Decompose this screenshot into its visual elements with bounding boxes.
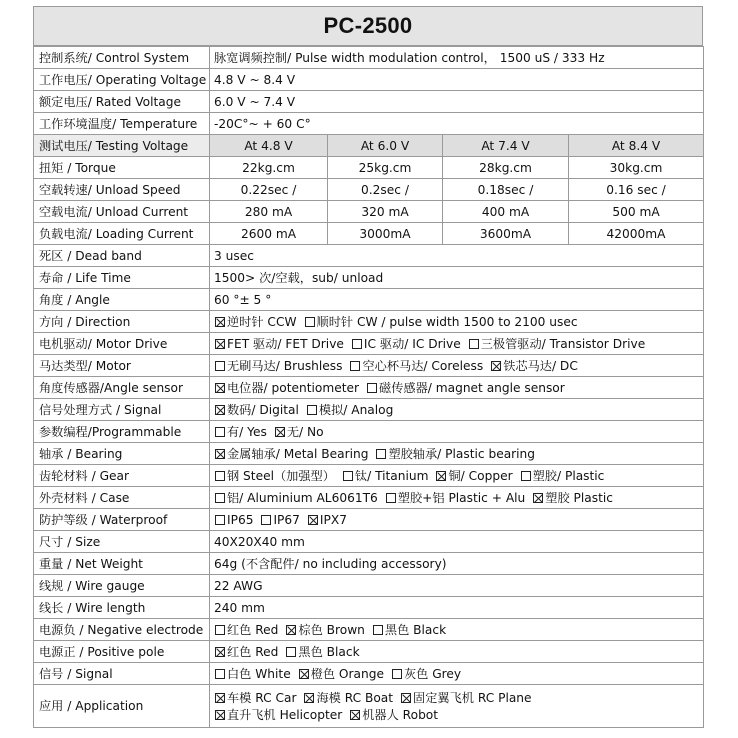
row-value: 6.0 V ~ 7.4 V [210, 91, 704, 113]
row-bearing [34, 443, 704, 465]
row-label: 负载电流/ Loading Current [34, 223, 210, 245]
row-label: 外壳材料 / Case [34, 487, 210, 509]
checked-box-icon[interactable] [215, 647, 225, 657]
row-value: 22 AWG [210, 575, 704, 597]
row-label: 信号处理方式 / Signal [34, 399, 210, 421]
unchecked-box-icon[interactable] [215, 427, 225, 437]
row-gear [34, 465, 704, 487]
voltage-header: At 4.8 V [210, 135, 328, 157]
option[interactable] [342, 469, 429, 483]
row-value: 40X20X40 mm [210, 531, 704, 553]
row-value: 3 usec [210, 245, 704, 267]
speed-value: 0.22sec / [210, 179, 328, 201]
checked-box-icon[interactable] [308, 515, 318, 525]
option[interactable] [214, 337, 344, 351]
option-label: 橙色 Orange [310, 666, 384, 681]
row-label: 线规 / Wire gauge [34, 575, 210, 597]
unchecked-box-icon[interactable] [261, 515, 271, 525]
row-label: 电源正 / Positive pole [34, 641, 210, 663]
unchecked-box-icon[interactable] [286, 647, 296, 657]
option-label: IP67 [273, 512, 300, 527]
checked-box-icon[interactable] [215, 317, 225, 327]
option-label: 塑胶/ Plastic [532, 468, 605, 483]
option[interactable] [400, 691, 531, 705]
option-label: 顺时针 CW / pulse width 1500 to 2100 usec [316, 314, 578, 329]
option-group [210, 487, 704, 509]
option[interactable] [304, 315, 578, 329]
option-label: 铁芯马达/ DC [503, 358, 578, 373]
page-title: PC-2500 [323, 13, 413, 38]
row-label: 寿命 / Life Time [34, 267, 210, 289]
option-line [214, 381, 572, 395]
row-label: 防护等级 / Waterproof [34, 509, 210, 531]
unchecked-box-icon[interactable] [392, 669, 402, 679]
row-label: 重量 / Net Weight [34, 553, 210, 575]
option-line [214, 708, 699, 722]
row-label: 额定电压/ Rated Voltage [34, 91, 210, 113]
option[interactable] [306, 403, 393, 417]
unchecked-box-icon[interactable] [352, 339, 362, 349]
row-application [34, 685, 704, 728]
row-label: 方向 / Direction [34, 311, 210, 333]
row-label: 马达类型/ Motor [34, 355, 210, 377]
row-temperature [34, 113, 704, 135]
checked-box-icon[interactable] [350, 710, 360, 720]
row-value: 脉宽调频控制/ Pulse width modulation control， 1500 uS / 333 Hz [210, 47, 704, 69]
row-motor-drive [34, 333, 704, 355]
row-label: 轴承 / Bearing [34, 443, 210, 465]
option-line [214, 359, 585, 373]
row-signal-processing [34, 399, 704, 421]
option-label: 直升飞机 Helicopter [227, 707, 343, 722]
option-group [210, 685, 704, 728]
current-value: 280 mA [210, 201, 328, 223]
option-line [214, 337, 652, 351]
current-value: 3600mA [443, 223, 569, 245]
option[interactable] [214, 403, 299, 417]
option-line [214, 691, 539, 705]
unchecked-box-icon[interactable] [376, 449, 386, 459]
checked-box-icon[interactable] [215, 449, 225, 459]
row-torque [34, 157, 704, 179]
option[interactable] [385, 491, 525, 505]
option-label: 塑胶 Plastic [545, 490, 613, 505]
option[interactable] [214, 645, 278, 659]
row-label: 空载电流/ Unload Current [34, 201, 210, 223]
row-positive-pole [34, 641, 704, 663]
row-case [34, 487, 704, 509]
option-group [210, 509, 704, 531]
speed-value: 0.2sec / [328, 179, 443, 201]
option[interactable] [520, 469, 605, 483]
row-label: 工作环境温度/ Temperature [34, 113, 210, 135]
voltage-header: At 7.4 V [443, 135, 569, 157]
option-line [214, 315, 585, 329]
row-label: 电机驱动/ Motor Drive [34, 333, 210, 355]
row-rated-voltage [34, 91, 704, 113]
row-waterproof [34, 509, 704, 531]
option-label: 铝/ Aluminium AL6061T6 [227, 490, 378, 505]
option[interactable] [274, 425, 324, 439]
option[interactable] [307, 513, 347, 527]
unchecked-box-icon[interactable] [305, 317, 315, 327]
row-label: 角度 / Angle [34, 289, 210, 311]
spec-sheet [33, 6, 703, 728]
row-label: 控制系统/ Control System [34, 47, 210, 69]
row-motor [34, 355, 704, 377]
option[interactable] [298, 667, 384, 681]
unchecked-box-icon[interactable] [469, 339, 479, 349]
option[interactable] [375, 447, 535, 461]
unchecked-box-icon[interactable] [215, 361, 225, 371]
option-label: 海模 RC Boat [316, 690, 394, 705]
option-label: IP65 [227, 512, 254, 527]
row-loading-current [34, 223, 704, 245]
option[interactable] [214, 381, 359, 395]
option[interactable] [349, 708, 438, 722]
speed-value: 0.16 sec / [569, 179, 704, 201]
option[interactable] [214, 469, 335, 483]
option-label: 白色 White [227, 666, 291, 681]
torque-value: 28kg.cm [443, 157, 569, 179]
voltage-header: At 8.4 V [569, 135, 704, 157]
unchecked-box-icon[interactable] [215, 471, 225, 481]
option-label: 金属轴承/ Metal Bearing [227, 446, 369, 461]
option-group [210, 377, 704, 399]
row-direction [34, 311, 704, 333]
option-label: 钢 Steel（加强型） [227, 468, 335, 483]
row-value: 1500> 次/空载，sub/ unload [210, 267, 704, 289]
option-label: 红色 Red [227, 644, 279, 659]
row-control-system [34, 47, 704, 69]
option-label: 钛/ Titanium [354, 468, 429, 483]
checked-box-icon[interactable] [215, 339, 225, 349]
option-group [210, 399, 704, 421]
row-dead-band [34, 245, 704, 267]
option-group [210, 355, 704, 377]
checked-box-icon[interactable] [215, 693, 225, 703]
row-label: 电源负 / Negative electrode [34, 619, 210, 641]
row-unload-speed [34, 179, 704, 201]
option-label: 无刷马达/ Brushless [227, 358, 343, 373]
row-label: 死区 / Dead band [34, 245, 210, 267]
row-label: 空载转速/ Unload Speed [34, 179, 210, 201]
option[interactable] [214, 513, 253, 527]
option-label: 红色 Red [227, 622, 279, 637]
torque-value: 25kg.cm [328, 157, 443, 179]
option-line [214, 403, 400, 417]
row-testing-voltage [34, 135, 704, 157]
current-value: 2600 mA [210, 223, 328, 245]
row-label: 信号 / Signal [34, 663, 210, 685]
row-label: 测试电压/ Testing Voltage [34, 135, 210, 157]
option[interactable] [214, 447, 368, 461]
option-line [214, 491, 620, 505]
checked-box-icon[interactable] [286, 625, 296, 635]
option-label: 铜/ Copper [448, 468, 513, 483]
option-label: 棕色 Brown [298, 622, 365, 637]
option-label: 机器人 Robot [362, 707, 439, 722]
row-size [34, 531, 704, 553]
option-group [210, 443, 704, 465]
option-group [210, 465, 704, 487]
row-label: 线长 / Wire length [34, 597, 210, 619]
option[interactable] [285, 623, 365, 637]
option-group [210, 663, 704, 685]
option[interactable] [214, 623, 278, 637]
voltage-header: At 6.0 V [328, 135, 443, 157]
option[interactable] [214, 315, 297, 329]
option[interactable] [490, 359, 578, 373]
option-label: 三极管驱动/ Transistor Drive [480, 336, 646, 351]
option-label: 塑胶+铝 Plastic + Alu [397, 490, 526, 505]
option-label: 空心杯马达/ Coreless [362, 358, 484, 373]
row-label: 尺寸 / Size [34, 531, 210, 553]
option-label: IC 驱动/ IC Drive [363, 336, 461, 351]
checked-box-icon[interactable] [304, 693, 314, 703]
option-label: 黑色 Black [384, 622, 447, 637]
option-label: 模拟/ Analog [318, 402, 394, 417]
option[interactable] [435, 469, 512, 483]
title-bar [33, 6, 703, 46]
option[interactable] [214, 425, 267, 439]
checked-box-icon[interactable] [299, 669, 309, 679]
row-label: 应用 / Application [34, 685, 210, 728]
unchecked-box-icon[interactable] [215, 493, 225, 503]
option[interactable] [214, 708, 342, 722]
row-programmable [34, 421, 704, 443]
option-group [210, 311, 704, 333]
checked-box-icon[interactable] [491, 361, 501, 371]
checked-box-icon[interactable] [215, 383, 225, 393]
current-value: 42000mA [569, 223, 704, 245]
option[interactable] [303, 691, 393, 705]
row-negative-electrode [34, 619, 704, 641]
option-label: 电位器/ potentiometer [227, 380, 360, 395]
option[interactable] [260, 513, 299, 527]
spec-table [33, 46, 704, 728]
option-label: 有/ Yes [227, 424, 267, 439]
option-label: FET 驱动/ FET Drive [227, 336, 344, 351]
speed-value: 0.18sec / [443, 179, 569, 201]
torque-value: 30kg.cm [569, 157, 704, 179]
current-value: 320 mA [328, 201, 443, 223]
checked-box-icon[interactable] [533, 493, 543, 503]
option-label: 车模 RC Car [227, 690, 297, 705]
option[interactable] [214, 359, 342, 373]
option[interactable] [366, 381, 565, 395]
row-wire-length [34, 597, 704, 619]
row-label: 工作电压/ Operating Voltage [34, 69, 210, 91]
option[interactable] [468, 337, 645, 351]
unchecked-box-icon[interactable] [367, 383, 377, 393]
option-line [214, 623, 453, 637]
option-group [210, 421, 704, 443]
unchecked-box-icon[interactable] [350, 361, 360, 371]
checked-box-icon[interactable] [215, 405, 225, 415]
checked-box-icon[interactable] [275, 427, 285, 437]
unchecked-box-icon[interactable] [215, 669, 225, 679]
checked-box-icon[interactable] [401, 693, 411, 703]
option-label: IPX7 [319, 512, 347, 527]
row-value: 64g (不含配件/ no including accessory) [210, 553, 704, 575]
unchecked-box-icon[interactable] [215, 515, 225, 525]
torque-value: 22kg.cm [210, 157, 328, 179]
option[interactable] [351, 337, 461, 351]
option-label: 灰色 Grey [403, 666, 462, 681]
unchecked-box-icon[interactable] [386, 493, 396, 503]
option-label: 无/ No [286, 424, 324, 439]
current-value: 500 mA [569, 201, 704, 223]
option-group [210, 641, 704, 663]
option[interactable] [391, 667, 461, 681]
option[interactable] [214, 691, 296, 705]
option-label: 磁传感器/ magnet angle sensor [379, 380, 565, 395]
row-wire-gauge [34, 575, 704, 597]
row-net-weight [34, 553, 704, 575]
current-value: 400 mA [443, 201, 569, 223]
row-label: 角度传感器/Angle sensor [34, 377, 210, 399]
row-value: 240 mm [210, 597, 704, 619]
option-label: 固定翼飞机 RC Plane [413, 690, 532, 705]
checked-box-icon[interactable] [436, 471, 446, 481]
option-label: 逆时针 CCW [227, 314, 297, 329]
row-value: 60 °± 5 ° [210, 289, 704, 311]
row-angle [34, 289, 704, 311]
option-line [214, 469, 611, 483]
row-operating-voltage [34, 69, 704, 91]
option-group [210, 333, 704, 355]
row-value: -20C°~ + 60 C° [210, 113, 704, 135]
option-label: 塑胶轴承/ Plastic bearing [388, 446, 536, 461]
option-group [210, 619, 704, 641]
checked-box-icon[interactable] [215, 710, 225, 720]
option[interactable] [214, 667, 291, 681]
option-line [214, 447, 542, 461]
unchecked-box-icon[interactable] [215, 625, 225, 635]
option[interactable] [349, 359, 483, 373]
option[interactable] [372, 623, 446, 637]
row-signal-wire [34, 663, 704, 685]
row-value: 4.8 V ~ 8.4 V [210, 69, 704, 91]
option-line [214, 425, 331, 439]
option-line [214, 513, 354, 527]
row-label: 参数编程/Programmable [34, 421, 210, 443]
option[interactable] [214, 491, 378, 505]
unchecked-box-icon[interactable] [373, 625, 383, 635]
unchecked-box-icon[interactable] [521, 471, 531, 481]
row-life-time [34, 267, 704, 289]
current-value: 3000mA [328, 223, 443, 245]
option-label: 数码/ Digital [227, 402, 299, 417]
row-label: 齿轮材料 / Gear [34, 465, 210, 487]
unchecked-box-icon[interactable] [307, 405, 317, 415]
option[interactable] [532, 491, 613, 505]
option[interactable] [285, 645, 359, 659]
row-angle-sensor [34, 377, 704, 399]
row-unload-current [34, 201, 704, 223]
option-line [214, 645, 367, 659]
option-label: 黑色 Black [298, 644, 360, 659]
row-label: 扭矩 / Torque [34, 157, 210, 179]
unchecked-box-icon[interactable] [343, 471, 353, 481]
option-line [214, 667, 468, 681]
